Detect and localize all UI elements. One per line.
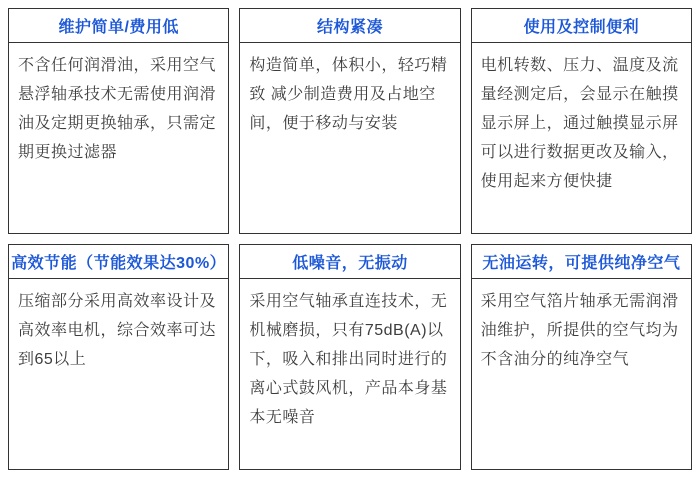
feature-card-oil-free [471, 244, 692, 470]
card-body: 构造简单，体积小，轻巧精致 减少制造费用及占地空间，便于移动与安装 [249, 57, 448, 132]
feature-card-compact-structure [239, 8, 460, 234]
card-body: 不含任何润滑油，采用空气悬浮轴承技术无需使用润滑油及定期更换轴承，只需定期更换过滤器 [18, 57, 217, 161]
card-title: 高效节能（节能效果达30%） [9, 245, 228, 279]
feature-card-low-noise [239, 244, 460, 470]
card-title: 低噪音，无振动 [240, 245, 459, 279]
card-title: 使用及控制便利 [472, 9, 691, 43]
feature-card-easy-control [471, 8, 692, 234]
card-body: 采用空气箔片轴承无需润滑油维护，所提供的空气均为不含油分的纯净空气 [480, 293, 679, 368]
feature-card-energy-saving [8, 244, 229, 470]
feature-card-maintenance [8, 8, 229, 234]
card-title: 结构紧凑 [240, 9, 459, 43]
card-title: 无油运转，可提供纯净空气 [472, 245, 691, 279]
card-title: 维护简单/费用低 [9, 9, 228, 43]
card-body: 采用空气轴承直连技术，无机械磨损，只有75dB(A)以下，吸入和排出同时进行的离心式鼓风机，产品本身基本无噪音 [249, 293, 448, 426]
card-body: 压缩部分采用高效率设计及高效率电机，综合效率可达到65以上 [18, 293, 217, 368]
card-body: 电机转数、压力、温度及流量经测定后，会显示在触摸显示屏上，通过触摸显示屏可以进行数据更改及输入，使用起来方便快捷 [480, 57, 679, 190]
